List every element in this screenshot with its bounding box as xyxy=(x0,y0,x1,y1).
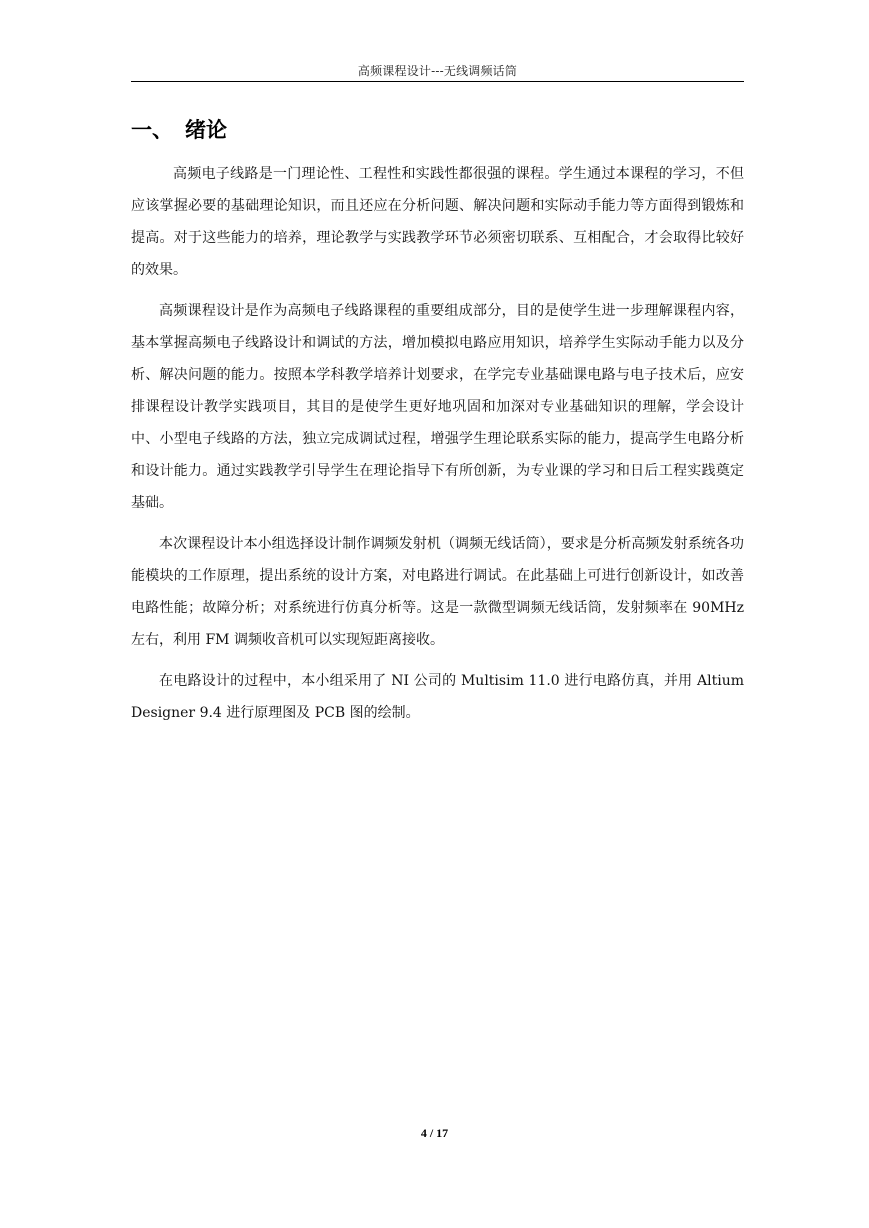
paragraph: 本次课程设计本小组选择设计制作调频发射机（调频无线话筒），要求是分析高频发射系统各功能模块的工作原理，提出系统的设计方案，对电路进行调试。在此基础上可进行创新设计，如改善电路性能；故障分析；对系统进行仿真分析等。这是一款微型调频无线话筒，发射频率在 90MHz 左右，利用 FM 调频收音机可以实现短距离接收。 xyxy=(131,536,744,648)
header-rule xyxy=(131,81,744,82)
section-title: 绪论 xyxy=(185,118,227,142)
paragraph: 高频电子线路是一门理论性、工程性和实践性都很强的课程。学生通过本课程的学习，不但应该掌握必要的基础理论知识，而且还应在分析问题、解决问题和实际动手能力等方面得到锻炼和提高。对于这些能力的培养，理论教学与实践教学环节必须密切联系、互相配合，才会取得比较好的效果。 xyxy=(131,166,744,278)
paragraph: 高频课程设计是作为高频电子线路课程的重要组成部分，目的是使学生进一步理解课程内容，基本掌握高频电子线路设计和调试的方法，增加模拟电路应用知识，培养学生实际动手能力以及分析、解决问题的能力。按照本学科教学培养计划要求，在学完专业基础课电路与电子技术后，应安排课程设计教学实践项目，其目的是使学生更好地巩固和加深对专业基础知识的理解，学会设计中、小型电子线路的方法，独立完成调试过程，增强学生理论联系实际的能力，提高学生电路分析和设计能力。通过实践教学引导学生在理论指导下有所创新，为专业课的学习和日后工程实践奠定基础。 xyxy=(131,303,744,511)
running-header: 高频课程设计---无线调频话筒 xyxy=(357,64,518,78)
body-text xyxy=(131,158,744,738)
section-heading xyxy=(131,114,227,144)
section-number: 一、 xyxy=(131,118,173,142)
page-number: 4 / 17 xyxy=(420,1126,449,1140)
paragraph: 在电路设计的过程中，本小组采用了 NI 公司的 Multisim 11.0 进行电路仿真，并用 Altium Designer 9.4 进行原理图及 PCB 图的绘制。 xyxy=(131,673,744,721)
